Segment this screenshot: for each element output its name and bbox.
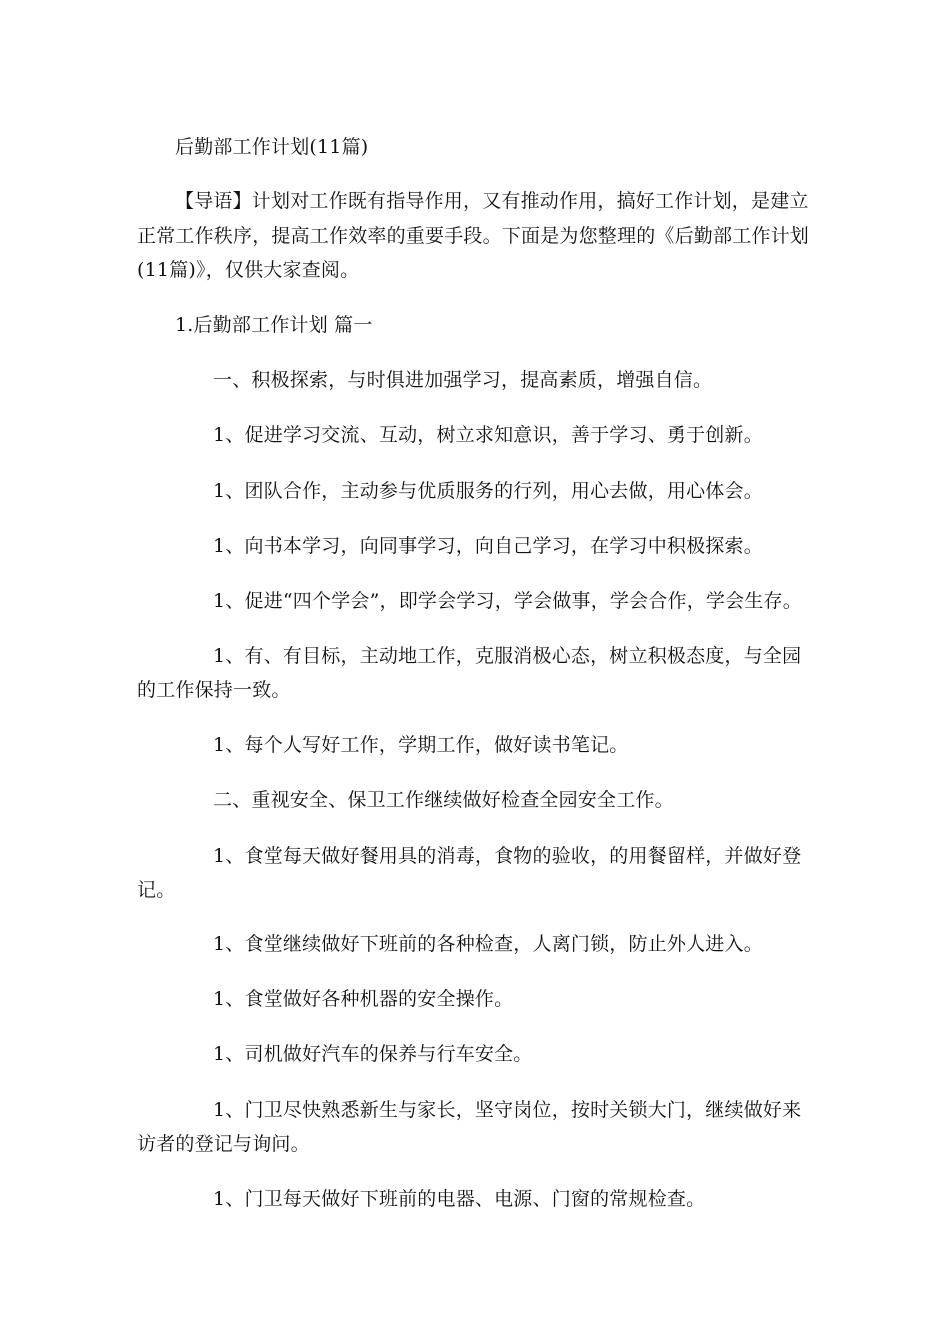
paragraph-line: 1、门卫尽快熟悉新生与家长，坚守岗位，按时关锁大门，继续做好来 — [213, 1099, 802, 1121]
intro-line-2: 正常工作秩序，提高工作效率的重要手段。下面是为您整理的《后勤部工作计划 — [137, 225, 810, 247]
paragraph-line-continued: 访者的登记与询问。 — [137, 1133, 310, 1155]
intro-line-1: 【导语】计划对工作既有指导作用，又有推动作用，搞好工作计划，是建立 — [175, 190, 809, 212]
intro-line-3: (11篇)》，仅供大家查阅。 — [137, 259, 360, 281]
paragraph-line: 1、食堂继续做好下班前的各种检查，人离门锁，防止外人进入。 — [213, 933, 763, 955]
paragraph-line: 1、促进学习交流、互动，树立求知意识，善于学习、勇于创新。 — [213, 424, 763, 446]
paragraph-line: 一、积极探索，与时俱进加强学习，提高素质，增强自信。 — [213, 369, 713, 391]
paragraph-line: 1、每个人写好工作，学期工作，做好读书笔记。 — [213, 734, 629, 756]
paragraph-line: 1、食堂做好各种机器的安全操作。 — [213, 988, 514, 1010]
paragraph-line-continued: 的工作保持一致。 — [137, 679, 291, 701]
paragraph-line: 1、司机做好汽车的保养与行车安全。 — [213, 1043, 533, 1065]
section-heading: 1.后勤部工作计划 篇一 — [175, 314, 373, 336]
paragraph-line: 1、促进“四个学会”，即学会学习，学会做事，学会合作，学会生存。 — [213, 590, 802, 612]
document-title: 后勤部工作计划(11篇) — [175, 136, 369, 158]
paragraph-line: 二、重视安全、保卫工作继续做好检查全园安全工作。 — [213, 789, 674, 811]
paragraph-line: 1、食堂每天做好餐用具的消毒，食物的验收，的用餐留样，并做好登 — [213, 845, 802, 867]
paragraph-line: 1、团队合作，主动参与优质服务的行列，用心去做，用心体会。 — [213, 480, 763, 502]
paragraph-line-continued: 记。 — [137, 879, 176, 901]
paragraph-line: 1、有、有目标，主动地工作，克服消极心态，树立积极态度，与全园 — [213, 645, 802, 667]
paragraph-line: 1、向书本学习，向同事学习，向自己学习，在学习中积极探索。 — [213, 535, 763, 557]
paragraph-line: 1、门卫每天做好下班前的电器、电源、门窗的常规检查。 — [213, 1188, 706, 1210]
